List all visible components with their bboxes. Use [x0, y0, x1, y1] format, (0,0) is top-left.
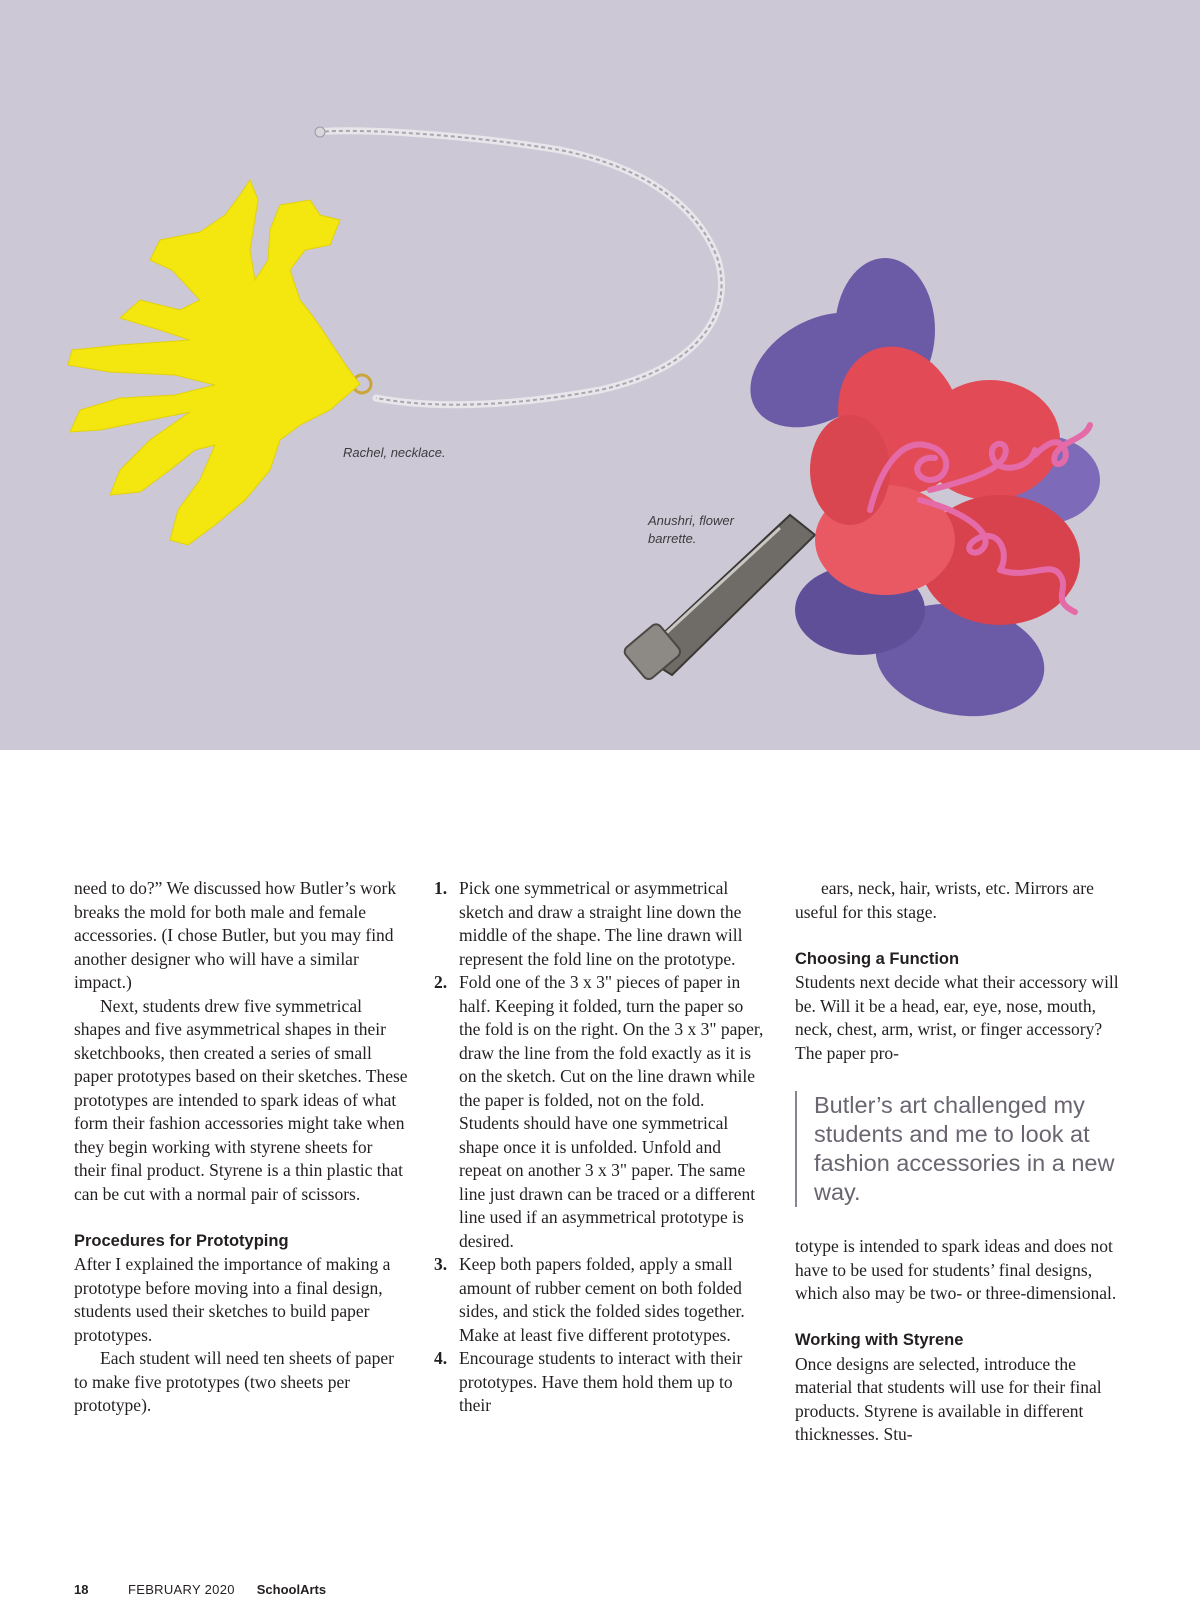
- barrette-caption-line: Anushri, flower: [648, 513, 734, 528]
- accessory-photos: [0, 0, 1200, 750]
- magazine-name: SchoolArts: [256, 1582, 327, 1597]
- section-heading: Procedures for Prototyping: [74, 1231, 289, 1250]
- step-number: 2.: [434, 972, 448, 992]
- article-column-1: [74, 877, 408, 1418]
- step-text: Encourage students to interact with their prototypes. Have them hold them up to their: [459, 1348, 743, 1415]
- flower-barrette: [730, 258, 1100, 729]
- body-paragraph: Once designs are selected, introduce the material that students will use for their final products. Styrene is available in different thicknesses. Stu-: [795, 1353, 1102, 1444]
- step-number: 3.: [434, 1254, 448, 1274]
- step-text: Pick one symmetrical or asymmetrical sketch and draw a straight line down the middle of the shape. The line drawn will represent the fold line on the prototype.: [459, 878, 743, 969]
- step-item: [434, 1253, 766, 1347]
- body-paragraph: need to do?” We discussed how Butler’s work breaks the mold for both male and female accessories. (I chose Butler, but you may find another designer who will have a similar impact.): [74, 878, 397, 992]
- step-number: 1.: [434, 878, 448, 898]
- issue-date: FEBRUARY 2020: [128, 1582, 235, 1597]
- step-number: 4.: [434, 1348, 448, 1368]
- section-heading: Working with Styrene: [795, 1331, 964, 1349]
- barrette-caption: [648, 512, 734, 548]
- body-paragraph: ears, neck, hair, wrists, etc. Mirrors are useful for this stage.: [795, 878, 1094, 922]
- step-item: [434, 1347, 766, 1418]
- step-item: [434, 877, 766, 971]
- procedure-steps: [434, 877, 766, 1418]
- body-paragraph: After I explained the importance of making a prototype before moving into a final design, students used their sketches to build paper prototypes.: [74, 1254, 391, 1345]
- necklace-caption: Rachel, necklace.: [343, 445, 446, 460]
- article-column-2: [434, 877, 766, 1418]
- yellow-pendant: [68, 180, 360, 545]
- step-text: Keep both papers folded, apply a small amount of rubber cement on both folded sides, and stick the folded sides together. Make at least five different prototypes.: [459, 1254, 745, 1345]
- photo-spread: [0, 0, 1200, 750]
- pull-quote: Butler’s art challenged my students and me to look at fashion accessories in a new way.: [795, 1091, 1125, 1207]
- step-item: [434, 971, 766, 1253]
- body-paragraph: Each student will need ten sheets of paper to make five prototypes (two sheets per prototype).: [74, 1348, 394, 1415]
- page-number: 18: [74, 1582, 89, 1597]
- page-footer: [74, 1582, 326, 1597]
- necklace-chain: [315, 127, 722, 405]
- section-heading: Choosing a Function: [795, 949, 960, 968]
- body-paragraph: Students next decide what their accessory will be. Will it be a head, ear, eye, nose, mouth, neck, chest, arm, wrist, or finger accessory? The paper pro-: [795, 972, 1119, 1063]
- article-column-3: [795, 877, 1125, 1447]
- body-paragraph: totype is intended to spark ideas and does not have to be used for students’ final designs, which also may be two- or three-dimensional.: [795, 1236, 1117, 1303]
- body-paragraph: Next, students drew five symmetrical shapes and five asymmetrical shapes in their sketchbooks, then created a series of small paper prototypes based on their sketches. These prototypes are intended to spark ideas of what form their fashion accessories might take when they begin working with styrene sheets for their final product. Styrene is a thin plastic that can be cut with a normal pair of scissors.: [74, 995, 408, 1204]
- barrette-caption-line: barrette.: [648, 531, 697, 546]
- step-text: Fold one of the 3 x 3" pieces of paper in half. Keeping it folded, turn the paper so the fold is on the right. On the 3 x 3" paper, draw the line from the fold exactly as it is on the sketch. Cut on the line drawn while the paper is folded, not on the fold. Students should have one symmetrical shape once it is unfolded. Unfold and repeat on another 3 x 3" paper. The same line just drawn can be traced or a different line used if an asymmetrical prototype is desired.: [459, 972, 764, 1251]
